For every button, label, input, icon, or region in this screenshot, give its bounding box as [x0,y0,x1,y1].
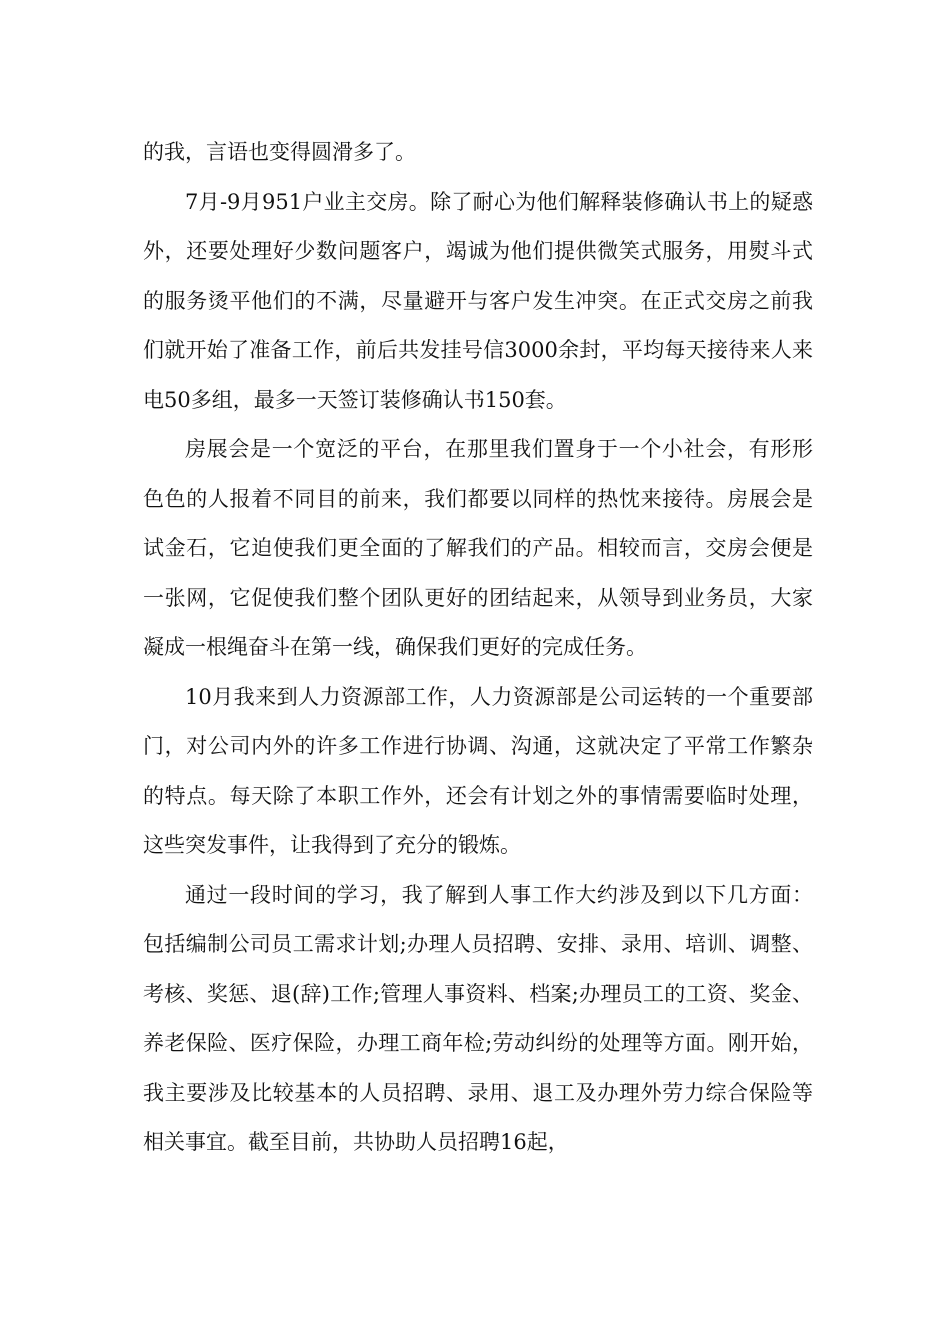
paragraph-3: 房展会是一个宽泛的平台，在那里我们置身于一个小社会，有形形色色的人报着不同目的前来，我们都要以同样的热忱来接待。房展会是试金石，它迫使我们更全面的了解我们的产品。相较而言，交房会便是一张网，它促使我们整个团队更好的团结起来，从领导到业务员，大家凝成一根绳奋斗在第一线，确保我们更好的完成任务。 [143,437,813,659]
paragraph-2: 7月-9月951户业主交房。除了耐心为他们解释装修确认书上的疑惑外，还要处理好少数问题客户，竭诚为他们提供微笑式服务，用熨斗式的服务烫平他们的不满，尽量避开与客户发生冲突。在正式交房之前我们就开始了准备工作，前后共发挂号信3000余封，平均每天接待来人来电50多组，最多一天签订装修确认书150套。 [143,189,813,412]
paragraph-5: 通过一段时间的学习，我了解到人事工作大约涉及到以下几方面：包括编制公司员工需求计划;办理人员招聘、安排、录用、培训、调整、考核、奖惩、退(辞)工作;管理人事资料、档案;办理员工的工资、奖金、养老保险、医疗保险，办理工商年检;劳动纠纷的处理等方面。刚开始，我主要涉及比较基本的人员招聘、录用、退工及办理外劳力综合保险等相关事宜。截至目前，共协助人员招聘16起， [143,882,813,1154]
body-text [143,128,813,1168]
paragraph-1: 的我，言语也变得圆滑多了。 [143,140,416,164]
paragraph-4: 10月我来到人力资源部工作，人力资源部是公司运转的一个重要部门，对公司内外的许多工作进行协调、沟通，这就决定了平常工作繁杂的特点。每天除了本职工作外，还会有计划之外的事情需要临时处理，这些突发事件，让我得到了充分的锻炼。 [143,684,813,857]
